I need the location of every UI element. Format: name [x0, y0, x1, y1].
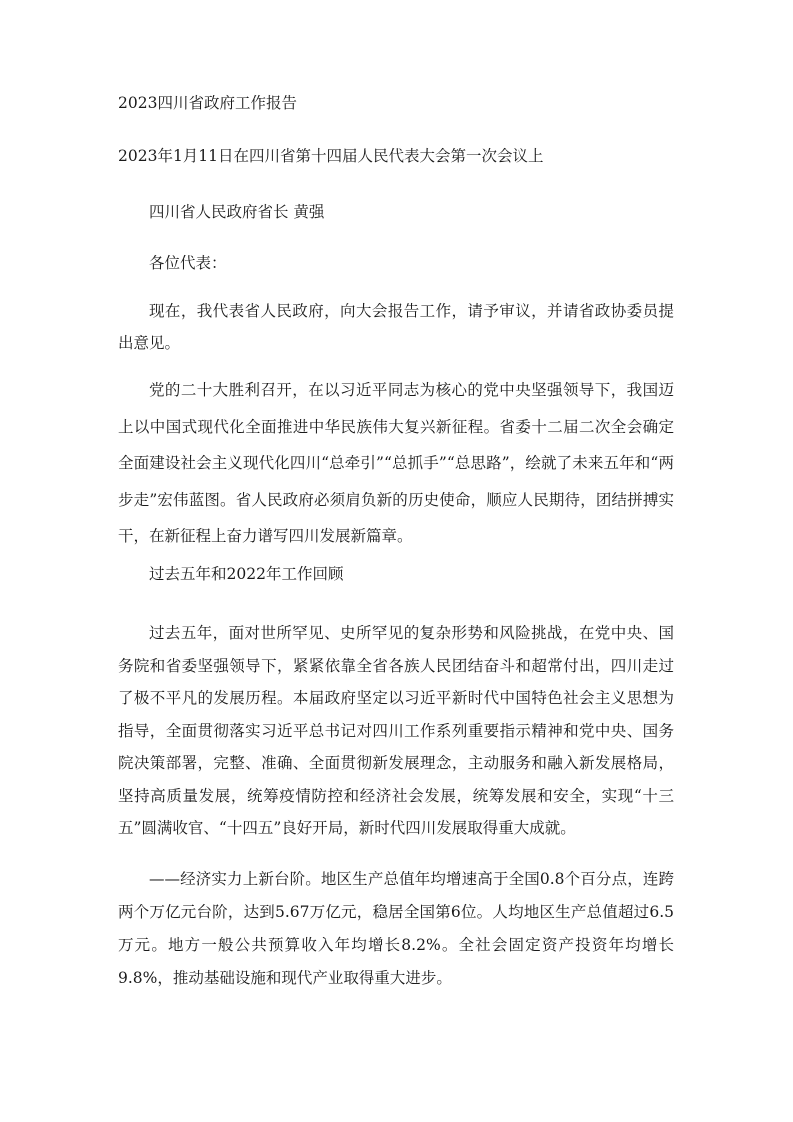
- speaker-line: 四川省人民政府省长 黄强: [149, 203, 325, 221]
- document-title: 2023四川省政府工作报告: [118, 94, 297, 112]
- intro-paragraph: 现在，我代表省人民政府，向大会报告工作，请予审议，并请省政协委员提出意见。: [118, 302, 674, 352]
- review-paragraph: 过去五年，面对世所罕见、史所罕见的复杂形势和风险挑战，在党中央、国务院和省委坚强领导下，紧紧依靠全省各族人民团结奋斗和超常付出，四川走过了极不平凡的发展历程。本届政府坚定以习近平新时代中国特色社会主义思想为指导，全面贯彻落实习近平总书记对四川工作系列重要指示精神和党中央、国务院决策部署，完整、准确、全面贯彻新发展理念，主动服务和融入新发展格局，坚持高质量发展，统筹疫情防控和经济社会发展，统筹发展和安全，实现“十三五”圆满收官、“十四五”良好开局，新时代四川发展取得重大成就。: [118, 624, 674, 837]
- section-heading: 过去五年和2022年工作回顾: [149, 565, 344, 583]
- background-paragraph: 党的二十大胜利召开，在以习近平同志为核心的党中央坚强领导下，我国迈上以中国式现代化全面推进中华民族伟大复兴新征程。省委十二届二次全会确定全面建设社会主义现代化四川“总牵引”“总抓手”“总思路”，绘就了未来五年和“两步走”宏伟蓝图。省人民政府必须肩负新的历史使命，顺应人民期待，团结拼搏实干，在新征程上奋力谱写四川发展新篇章。: [118, 381, 674, 545]
- economy-paragraph: ——经济实力上新台阶。地区生产总值年均增速高于全国0.8个百分点，连跨两个万亿元台阶，达到5.67万亿元，稳居全国第6位。人均地区生产总值超过6.5万元。地方一般公共预算收入年均增长8.2%。全社会固定资产投资年均增长9.8%，推动基础设施和现代产业取得重大进步。: [118, 870, 674, 987]
- document-subtitle: 2023年1月11日在四川省第十四届人民代表大会第一次会议上: [118, 147, 544, 165]
- salutation: 各位代表：: [149, 254, 227, 272]
